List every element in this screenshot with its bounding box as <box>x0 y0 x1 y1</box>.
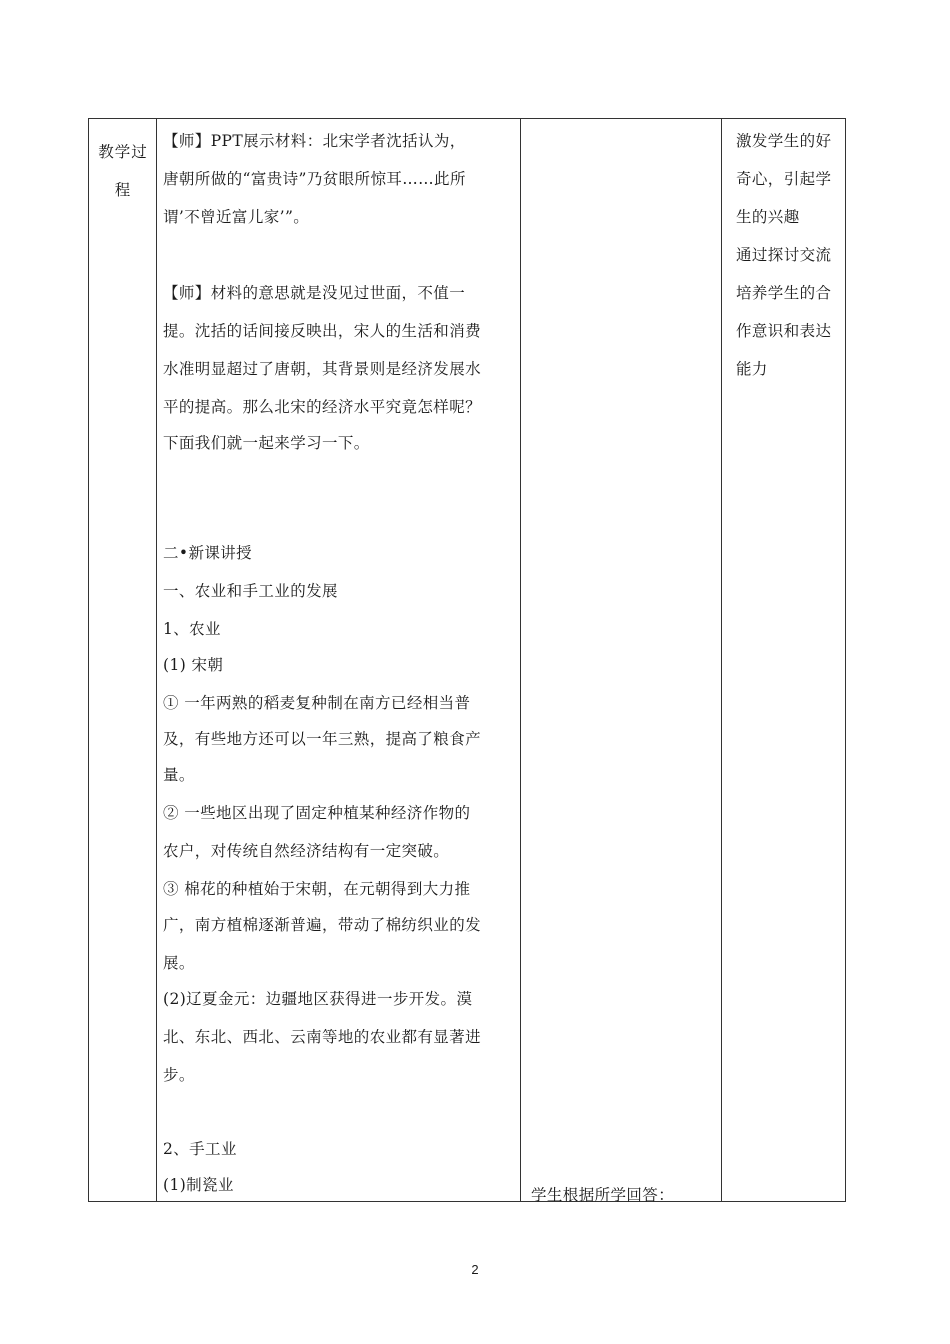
page-number: 2 <box>471 1262 479 1277</box>
lesson-plan-table <box>88 118 846 1202</box>
purpose-line: 奇心，引起学 <box>736 170 832 188</box>
purpose-line: 能力 <box>736 360 768 378</box>
content-line: ② 一些地区出现了固定种植某种经济作物的 <box>163 804 471 822</box>
content-line: 下面我们就一起来学习一下。 <box>163 434 370 452</box>
section-label-line: 教学过 <box>98 143 148 161</box>
content-line: 展。 <box>163 954 195 972</box>
subsection-heading: 1、农业 <box>163 620 221 638</box>
purpose-line: 培养学生的合 <box>736 284 832 302</box>
purpose-line: 通过探讨交流 <box>736 246 832 264</box>
content-line: ① 一年两熟的稻麦复种制在南方已经相当普 <box>163 694 471 712</box>
content-line: 【师】材料的意思就是没见过世面，不值一 <box>163 284 466 302</box>
content-line: 及，有些地方还可以一年三熟，提高了粮食产 <box>163 730 482 748</box>
teaching-content-column <box>157 119 521 1201</box>
content-line: 【师】PPT展示材料：北宋学者沈括认为， <box>163 132 466 150</box>
content-line: (1)制瓷业 <box>163 1176 234 1194</box>
content-line: 步。 <box>163 1066 195 1084</box>
content-line: 农户，对传统自然经济结构有一定突破。 <box>163 842 450 860</box>
content-line: 平的提高。那么北宋的经济水平究竟怎样呢？ <box>163 398 482 416</box>
content-line: 北、东北、西北、云南等地的农业都有显著进 <box>163 1028 482 1046</box>
purpose-line: 激发学生的好 <box>736 132 832 150</box>
section-heading: 二•新课讲授 <box>163 544 253 562</box>
section-label <box>89 133 157 209</box>
purpose-line: 生的兴趣 <box>736 208 800 226</box>
purpose-line: 作意识和表达 <box>736 322 832 340</box>
section-label-line: 程 <box>114 181 132 199</box>
section-label-column <box>89 119 157 1201</box>
content-line: (1) 宋朝 <box>163 656 224 674</box>
design-purpose-column <box>722 119 845 1201</box>
subsection-heading: 2、手工业 <box>163 1140 237 1158</box>
content-line: 提。沈括的话间接反映出，宋人的生活和消费 <box>163 322 482 340</box>
content-line: 谓’不曾近富儿家’”。 <box>163 208 310 226</box>
content-line: 广，南方植棉逐渐普遍，带动了棉纺织业的发 <box>163 916 482 934</box>
content-line: 量。 <box>163 766 195 784</box>
content-line: 唐朝所做的“富贵诗”乃贫眼所惊耳……此所 <box>163 170 466 188</box>
student-activity-text: 学生根据所学回答： <box>531 1186 675 1204</box>
content-line: ③ 棉花的种植始于宋朝，在元朝得到大力推 <box>163 880 471 898</box>
content-line: 水准明显超过了唐朝，其背景则是经济发展水 <box>163 360 482 378</box>
section-heading: 一、农业和手工业的发展 <box>163 582 338 600</box>
content-line: (2)辽夏金元：边疆地区获得进一步开发。漠 <box>163 990 473 1008</box>
student-activity-column <box>521 119 722 1204</box>
